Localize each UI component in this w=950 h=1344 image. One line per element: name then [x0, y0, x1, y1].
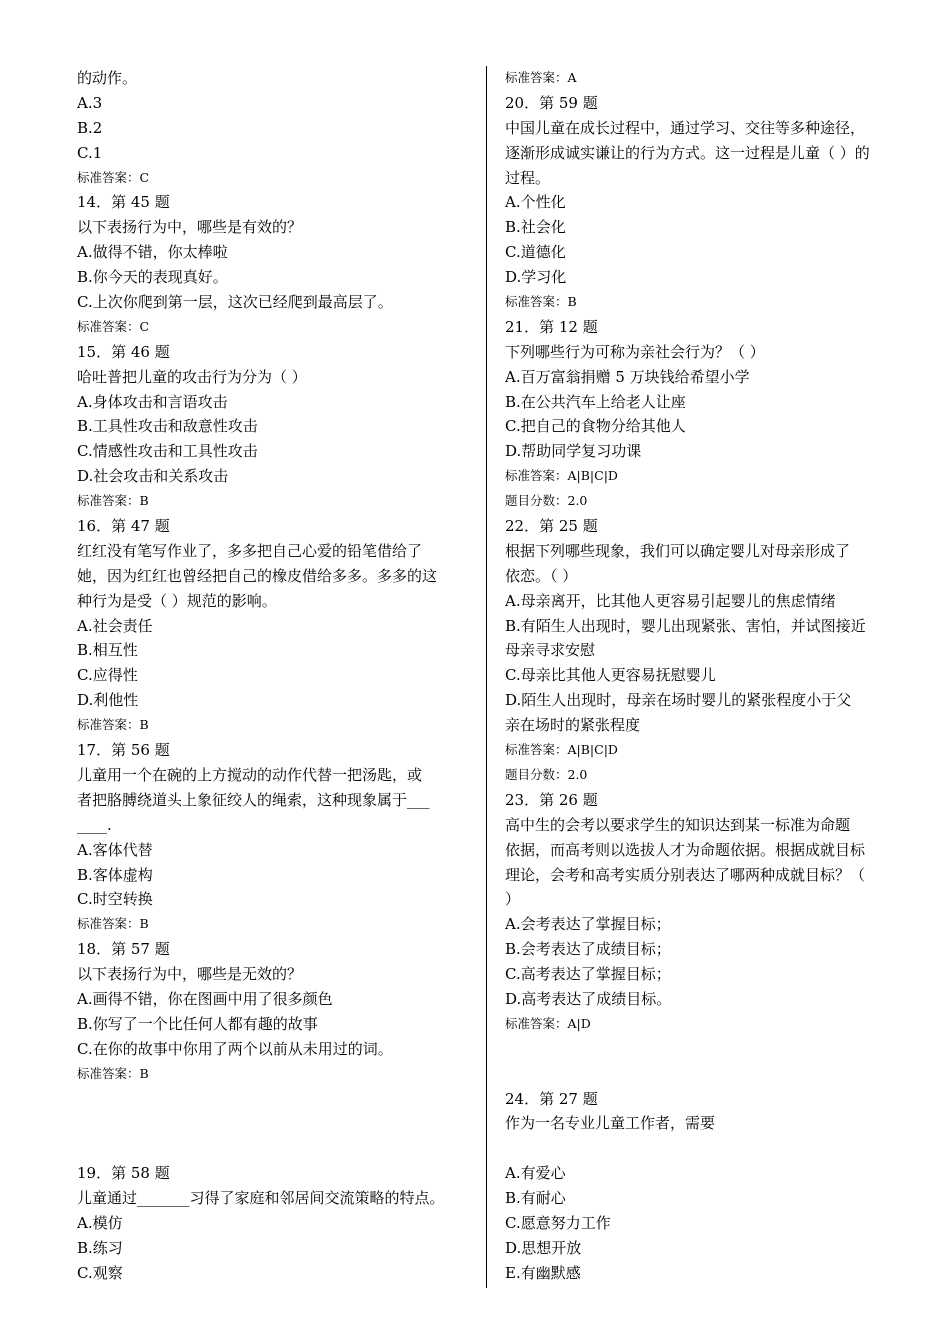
blank-space [505, 1037, 905, 1087]
text-line: 理论，会考和高考实质分别表达了哪两种成就目标？（ [505, 865, 866, 884]
text-line: B.2 [77, 118, 103, 137]
text-line: 23．第 26 题 [505, 790, 598, 809]
text-line: C.情感性攻击和工具性攻击 [77, 442, 258, 461]
text-line: 红红没有笔写作业了，多多把自己心爱的铅笔借给了 [77, 541, 423, 560]
text-line: A.社会责任 [77, 616, 153, 635]
answer-line: 标准答案：B [77, 1065, 149, 1081]
text-line: 19．第 58 题 [77, 1164, 170, 1183]
text-line: A.个性化 [505, 193, 566, 212]
text-line: 22．第 25 题 [505, 517, 598, 536]
right-column [505, 66, 905, 1286]
text-line: 16．第 47 题 [77, 517, 170, 536]
text-line: 作为一名专业儿童工作者，需要 [505, 1114, 716, 1133]
text-line: D.社会攻击和关系攻击 [77, 467, 229, 486]
text-line: 21．第 12 题 [505, 317, 598, 336]
text-line: C.时空转换 [77, 890, 153, 909]
text-line: C.1 [77, 143, 103, 162]
text-line: B.有耐心 [505, 1189, 566, 1208]
text-line: 儿童通过_______习得了家庭和邻居间交流策略的特点。 [77, 1189, 445, 1208]
text-line: 以下表扬行为中，哪些是有效的？ [77, 218, 303, 237]
answer-line: 标准答案：A [505, 70, 577, 85]
answer-line: 标准答案：A|B|C|D [505, 468, 618, 484]
answer-line: 标准答案：B [77, 717, 149, 733]
text-line: A.母亲离开，比其他人更容易引起婴儿的焦虑情绪 [505, 591, 836, 610]
answer-line: 题目分数：2.0 [505, 493, 588, 509]
answer-line: 标准答案：B [77, 916, 149, 932]
text-line: B.客体虚构 [77, 865, 153, 884]
text-line: B.在公共汽车上给老人让座 [505, 392, 686, 411]
text-line: D.思想开放 [505, 1238, 582, 1257]
text-line: 24．第 27 题 [505, 1089, 598, 1108]
text-line: C.愿意努力工作 [505, 1213, 611, 1232]
text-line: 哈吐普把儿童的攻击行为分为（ ） [77, 367, 307, 386]
text-line: A.身体攻击和言语攻击 [77, 392, 228, 411]
column-divider [486, 66, 487, 1288]
text-line: 中国儿童在成长过程中，通过学习、交往等多种途径， [505, 118, 866, 137]
text-line: B.你今天的表现真好。 [77, 268, 228, 287]
text-line: C.母亲比其他人更容易抚慰婴儿 [505, 666, 716, 685]
text-line: B.你写了一个比任何人都有趣的故事 [77, 1014, 318, 1033]
text-line: B.社会化 [505, 218, 566, 237]
text-line: B.会考表达了成绩目标； [505, 940, 671, 959]
text-line: A.模仿 [77, 1213, 123, 1232]
text-line: 15．第 46 题 [77, 342, 170, 361]
text-line: A.百万富翁捐赠 5 万块钱给希望小学 [505, 367, 750, 386]
text-line: D.帮助同学复习功课 [505, 442, 642, 461]
answer-line: 标准答案：B [77, 493, 149, 509]
text-line: 依恋。（ ） [505, 566, 578, 585]
text-line: B.练习 [77, 1238, 123, 1257]
text-line: A.客体代替 [77, 840, 153, 859]
blank-space [77, 1087, 477, 1162]
text-line: D.陌生人出现时，母亲在场时婴儿的紧张程度小于父 [505, 691, 852, 710]
text-line: B.工具性攻击和敌意性攻击 [77, 417, 258, 436]
answer-line: 标准答案：A|D [505, 1015, 591, 1031]
left-column [77, 66, 477, 1286]
answer-line: 标准答案：A|B|C|D [505, 742, 618, 758]
text-line: 20．第 59 题 [505, 93, 598, 112]
text-line: C.道德化 [505, 243, 566, 262]
answer-line: 标准答案：C [77, 169, 150, 185]
text-line: 依据，而高考则以选拔人才为命题依据。根据成就目标 [505, 840, 866, 859]
text-line: 种行为是受（ ）规范的影响。 [77, 591, 277, 610]
text-line: C.高考表达了掌握目标； [505, 965, 671, 984]
text-line: 亲在场时的紧张程度 [505, 716, 641, 735]
text-line: A.3 [77, 93, 103, 112]
text-line: 14．第 45 题 [77, 193, 170, 212]
text-line: C.观察 [77, 1263, 123, 1282]
text-line: C.把自己的食物分给其他人 [505, 417, 686, 436]
text-line: E.有幽默感 [505, 1263, 581, 1282]
text-line: 儿童用一个在碗的上方搅动的动作代替一把汤匙，或 [77, 765, 423, 784]
text-line: D.学习化 [505, 268, 567, 287]
text-line: 17．第 56 题 [77, 741, 170, 760]
text-line: 根据下列哪些现象，我们可以确定婴儿对母亲形成了 [505, 541, 851, 560]
text-line: A.画得不错，你在图画中用了很多颜色 [77, 989, 333, 1008]
text-line: 下列哪些行为可称为亲社会行为？（ ） [505, 342, 765, 361]
text-line: C.应得性 [77, 666, 138, 685]
text-line: B.有陌生人出现时，婴儿出现紧张、害怕，并试图接近 [505, 616, 866, 635]
text-line: 她，因为红红也曾经把自己的橡皮借给多多。多多的这 [77, 566, 438, 585]
text-line: 者把胳膊绕道头上象征绞人的绳索，这种现象属于___ [77, 790, 430, 809]
text-line: 的动作。 [77, 69, 138, 87]
answer-line: 标准答案：C [77, 318, 150, 334]
text-line: ） [505, 890, 521, 909]
text-line: A.做得不错，你太棒啦 [77, 243, 228, 262]
text-line: A.有爱心 [505, 1164, 566, 1183]
blank-space [505, 1136, 905, 1161]
text-line: 以下表扬行为中，哪些是无效的？ [77, 965, 303, 984]
text-line: B.相互性 [77, 641, 138, 660]
text-line: 18．第 57 题 [77, 940, 170, 959]
text-line: 母亲寻求安慰 [505, 641, 596, 660]
text-line: C.上次你爬到第一层，这次已经爬到最高层了。 [77, 293, 393, 312]
text-line: 高中生的会考以要求学生的知识达到某一标准为命题 [505, 815, 851, 834]
text-line: 逐渐形成诚实谦让的行为方式。这一过程是儿童（ ）的 [505, 143, 870, 162]
answer-line: 标准答案：B [505, 294, 577, 310]
text-line: A.会考表达了掌握目标； [505, 915, 671, 934]
text-line: 过程。 [505, 168, 551, 187]
text-line: D.利他性 [77, 691, 139, 710]
text-line: ____. [77, 815, 112, 834]
text-line: D.高考表达了成绩目标。 [505, 989, 672, 1008]
answer-line: 题目分数：2.0 [505, 766, 588, 782]
text-line: C.在你的故事中你用了两个以前从未用过的词。 [77, 1039, 393, 1058]
